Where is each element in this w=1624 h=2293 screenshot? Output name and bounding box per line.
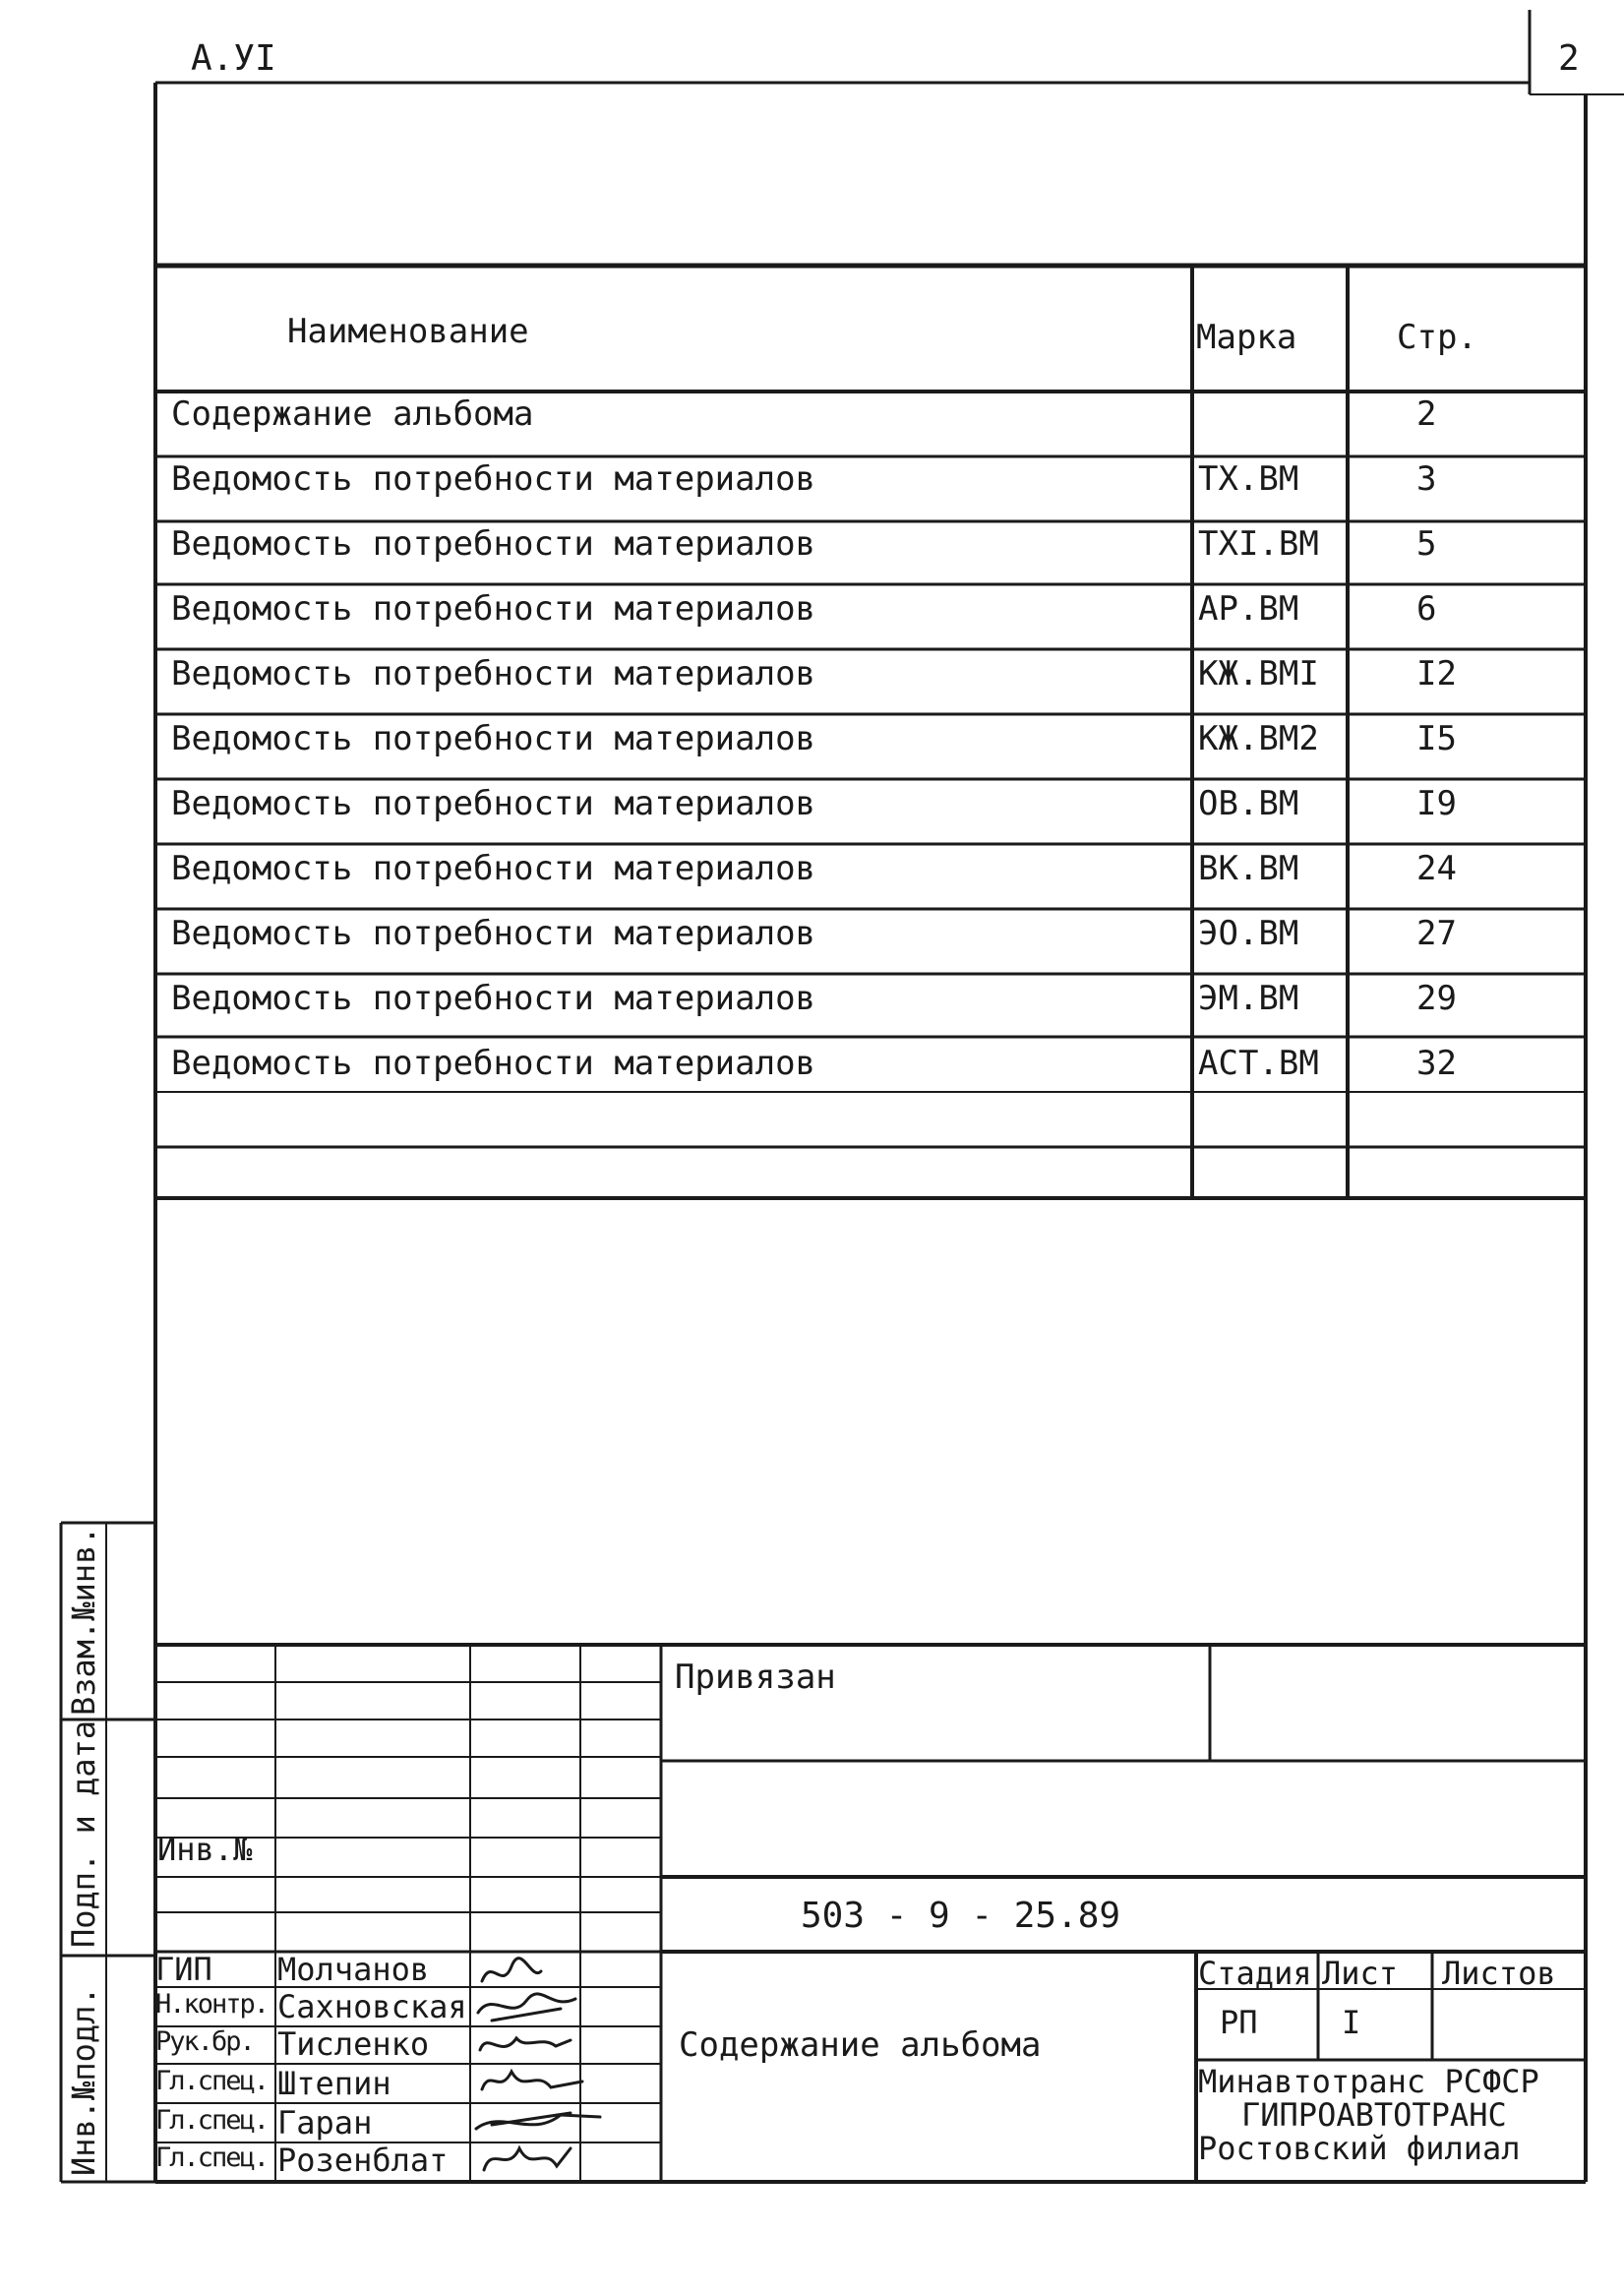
staff-role: Гл.спец. bbox=[155, 2066, 269, 2096]
row-mark: ЭМ.ВМ bbox=[1198, 979, 1299, 1018]
privyazan-label: Привязан bbox=[675, 1658, 836, 1697]
sheet-value: I bbox=[1342, 2004, 1361, 2041]
staff-name: Тисленко bbox=[277, 2025, 430, 2063]
staff-name: Гаран bbox=[277, 2104, 373, 2142]
staff-name: Молчанов bbox=[277, 1951, 430, 1988]
row-mark: ТХ.ВМ bbox=[1198, 459, 1299, 499]
format-label: А.УI bbox=[191, 38, 276, 79]
row-name: Ведомость потребности материалов bbox=[171, 849, 816, 888]
document-code: 503 - 9 - 25.89 bbox=[801, 1896, 1121, 1936]
column-header-mark: Марка bbox=[1196, 318, 1297, 357]
row-page: I9 bbox=[1416, 784, 1457, 823]
organization-line-2: ГИПРОАВТОТРАНС bbox=[1241, 2096, 1507, 2134]
sheet-header: Лист bbox=[1322, 1955, 1399, 1992]
staff-name: Сахновская bbox=[277, 1988, 467, 2025]
staff-role: Рук.бр. bbox=[155, 2026, 254, 2057]
staff-name: Розенблат bbox=[277, 2142, 449, 2179]
row-name: Ведомость потребности материалов bbox=[171, 654, 816, 694]
organization-line-3: Ростовский филиал bbox=[1198, 2130, 1521, 2167]
page-number: 2 bbox=[1558, 38, 1580, 79]
row-mark: АСТ.ВМ bbox=[1198, 1044, 1319, 1083]
row-mark: КЖ.ВМI bbox=[1198, 654, 1319, 694]
row-page: 29 bbox=[1416, 979, 1457, 1018]
staff-role: Н.контр. bbox=[155, 1989, 269, 2020]
sheets-count-header: Листов bbox=[1442, 1955, 1556, 1992]
side-label-vzam-inv: Взам.№инв. bbox=[65, 1526, 102, 1716]
inv-number-label: Инв.№ bbox=[157, 1831, 253, 1868]
staff-name: Штепин bbox=[277, 2065, 391, 2102]
row-page: 24 bbox=[1416, 849, 1457, 888]
row-mark: ВК.ВМ bbox=[1198, 849, 1299, 888]
row-name: Ведомость потребности материалов bbox=[171, 784, 816, 823]
stage-value: РП bbox=[1220, 2004, 1258, 2041]
row-page: I5 bbox=[1416, 719, 1457, 758]
row-mark: ЭО.ВМ bbox=[1198, 914, 1299, 953]
organization-line-1: Минавтотранс РСФСР bbox=[1198, 2063, 1539, 2100]
side-label-inv-podl: Инв.№подл. bbox=[65, 1986, 102, 2176]
row-page: 2 bbox=[1416, 394, 1437, 434]
row-name: Ведомость потребности материалов bbox=[171, 524, 816, 564]
row-mark: КЖ.ВМ2 bbox=[1198, 719, 1319, 758]
staff-role: ГИП bbox=[155, 1951, 212, 1988]
document-title: Содержание альбома bbox=[679, 2025, 1042, 2065]
row-mark: ОВ.ВМ bbox=[1198, 784, 1299, 823]
staff-role: Гл.спец. bbox=[155, 2142, 269, 2173]
signatures-graphic bbox=[472, 1952, 620, 2184]
row-page: 27 bbox=[1416, 914, 1457, 953]
row-name: Ведомость потребности материалов bbox=[171, 1044, 816, 1083]
stage-header: Стадия bbox=[1198, 1955, 1312, 1992]
row-page: 6 bbox=[1416, 589, 1437, 629]
row-page: 5 bbox=[1416, 524, 1437, 564]
row-name: Ведомость потребности материалов bbox=[171, 979, 816, 1018]
row-page: 3 bbox=[1416, 459, 1437, 499]
column-header-page: Стр. bbox=[1397, 318, 1477, 357]
row-name: Ведомость потребности материалов bbox=[171, 719, 816, 758]
row-mark: АР.ВМ bbox=[1198, 589, 1299, 629]
row-name: Ведомость потребности материалов bbox=[171, 589, 816, 629]
staff-role: Гл.спец. bbox=[155, 2105, 269, 2136]
column-header-name: Наименование bbox=[287, 312, 529, 351]
row-page: I2 bbox=[1416, 654, 1457, 694]
row-mark: ТХI.ВМ bbox=[1198, 524, 1319, 564]
row-name: Ведомость потребности материалов bbox=[171, 914, 816, 953]
row-page: 32 bbox=[1416, 1044, 1457, 1083]
row-name: Содержание альбома bbox=[171, 394, 534, 434]
row-name: Ведомость потребности материалов bbox=[171, 459, 816, 499]
side-label-podp-data: Подп. и дата bbox=[65, 1720, 102, 1948]
